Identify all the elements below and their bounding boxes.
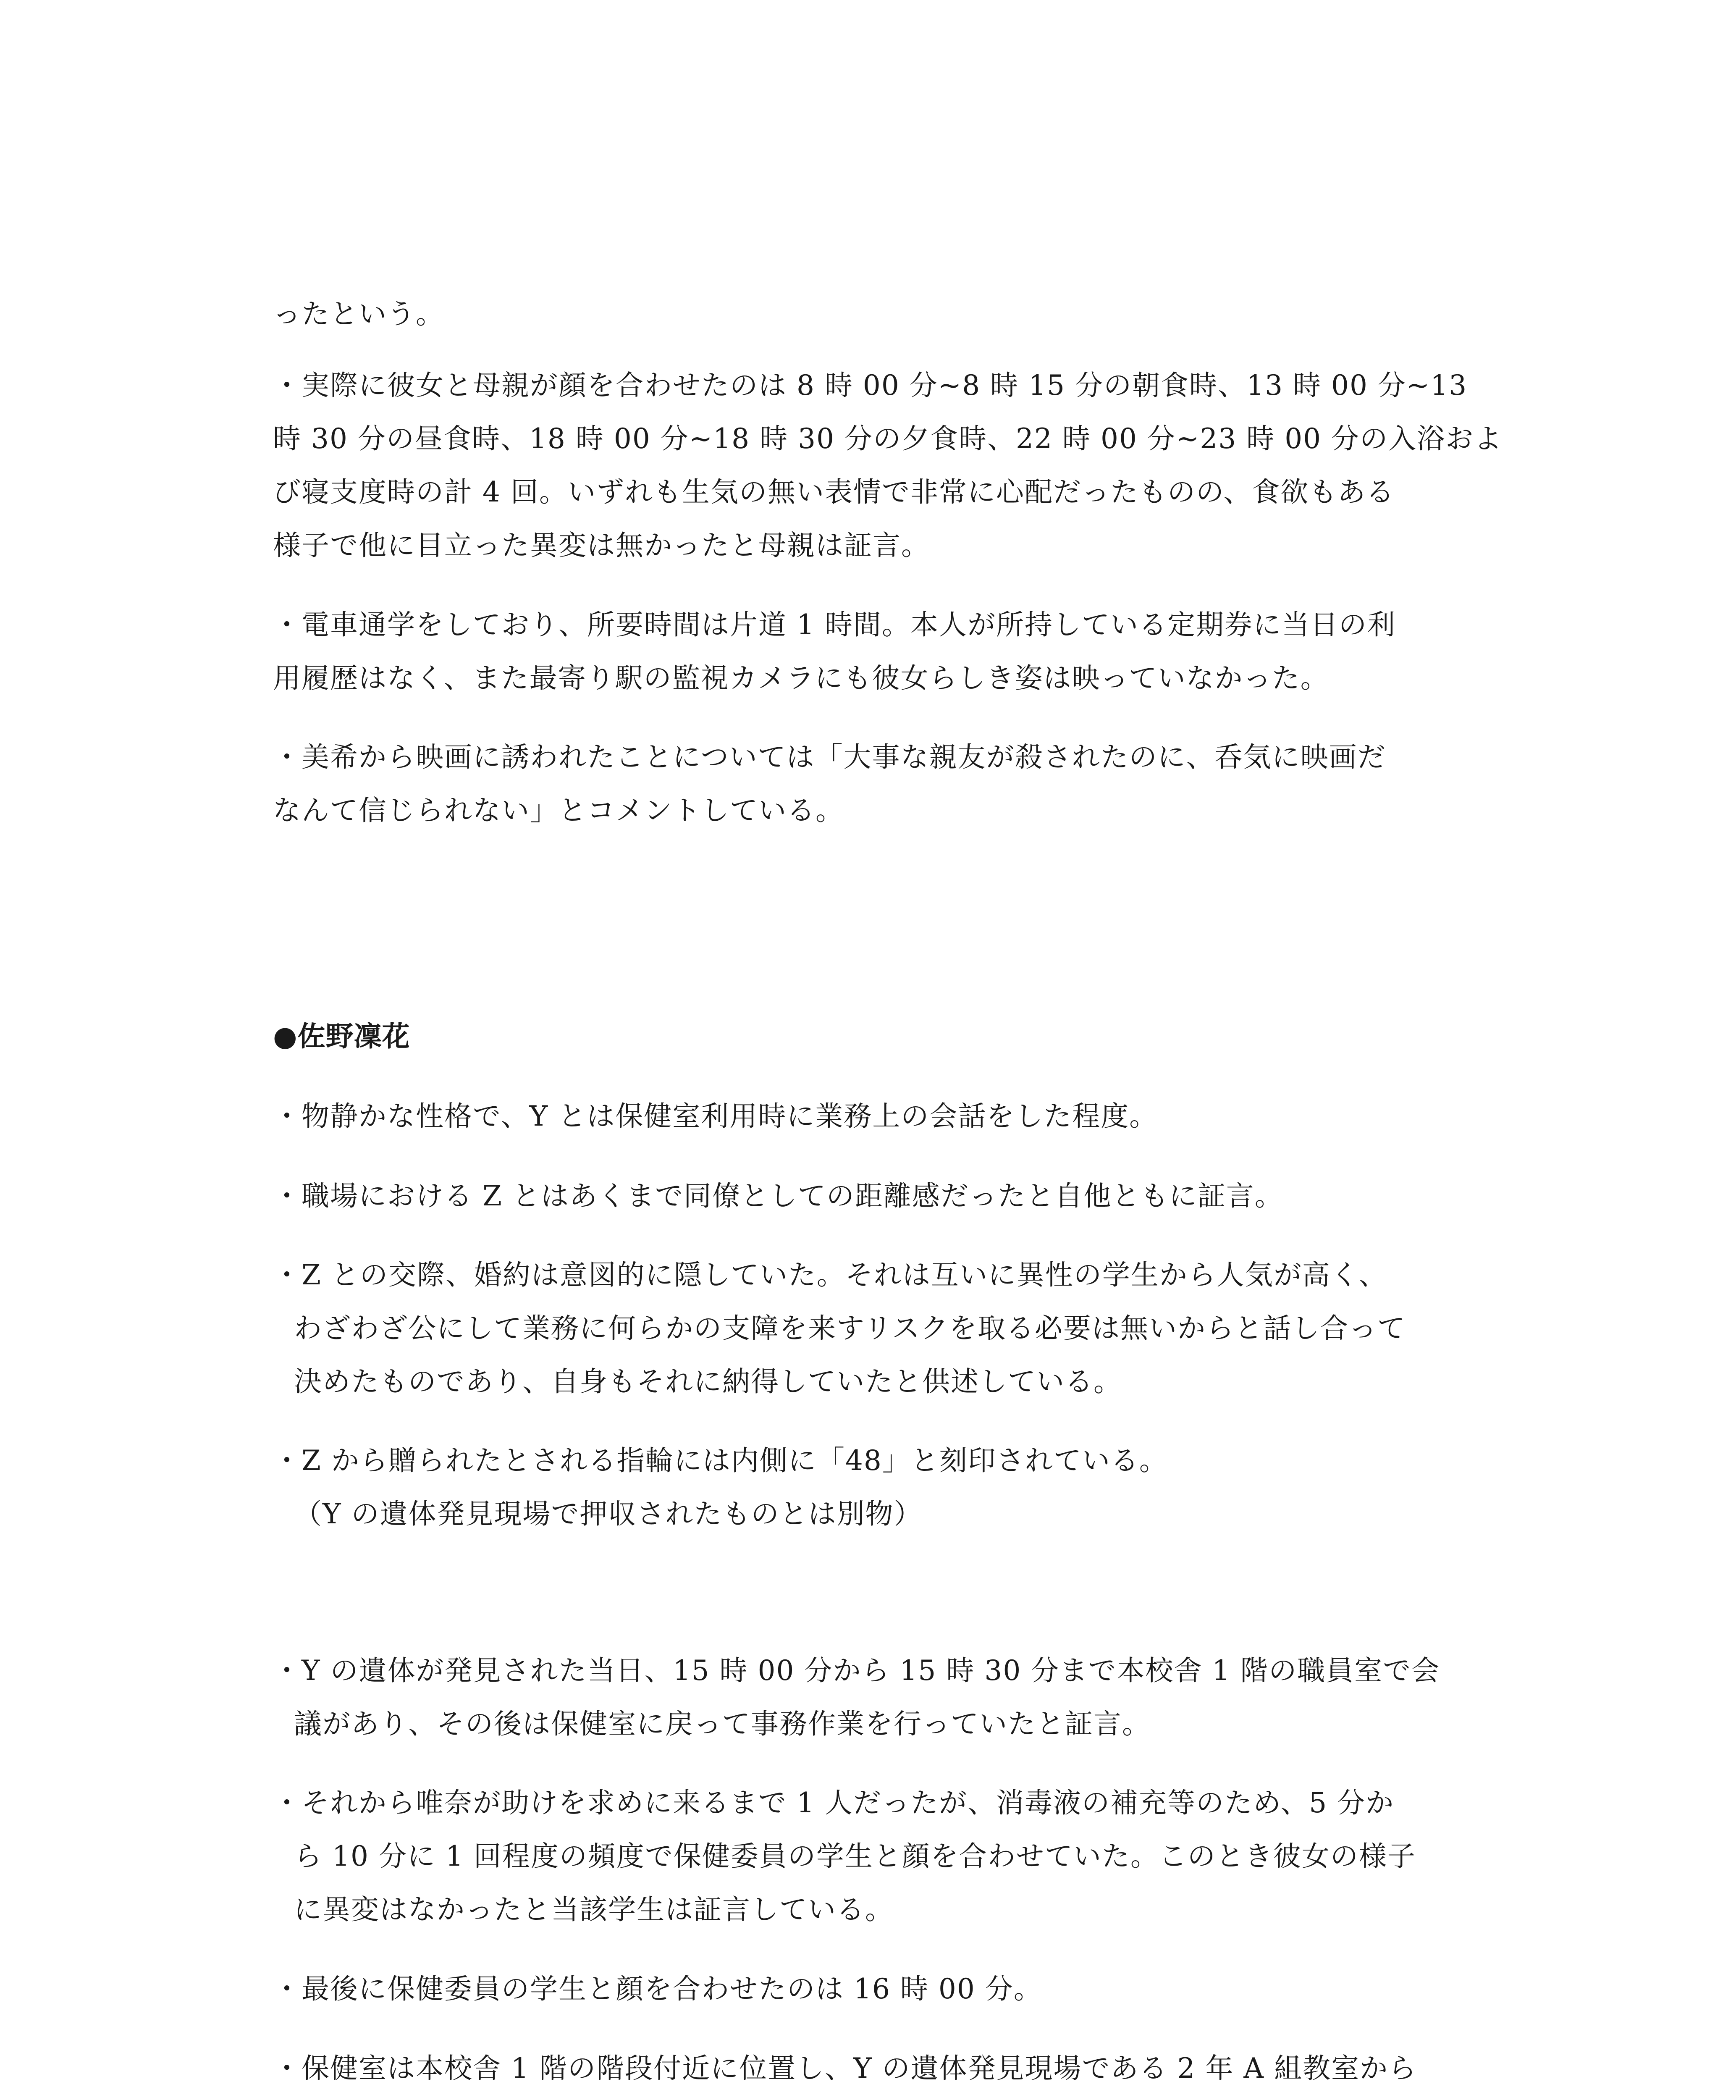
text-line: ・職場における Z とはあくまで同僚としての距離感だったと自他ともに証言。 — [273, 1180, 1283, 1212]
text-line: 用履歴はなく、また最寄り駅の監視カメラにも彼女らしき姿は映っていなかった。 — [273, 662, 1329, 694]
text-line: び寝支度時の計 4 回。いずれも生気の無い表情で非常に心配だったものの、食欲もある — [273, 476, 1395, 508]
text-line: ・物静かな性格で、Y とは保健室利用時に業務上の会話をした程度。 — [273, 1100, 1158, 1132]
text-line: ・Z との交際、婚約は意図的に隠していた。それは互いに異性の学生から人気が高く、 — [273, 1259, 1387, 1291]
text-line: 決めたものであり、自身もそれに納得していたと供述している。 — [294, 1365, 1122, 1398]
text-line: （Y の遺体発見現場で押収されたものとは別物） — [294, 1498, 923, 1530]
document-page — [273, 0, 1503, 2100]
text-line: ら 10 分に 1 回程度の頻度で保健委員の学生と顔を合わせていた。このとき彼女の様子 — [294, 1840, 1416, 1872]
text-line: ・保健室は本校舎 1 階の階段付近に位置し、Y の遺体発見現場である 2 年 A 組教室から — [273, 2052, 1417, 2084]
text-line: ・実際に彼女と母親が顔を合わせたのは 8 時 00 分~8 時 15 分の朝食時、13 時 00 分~13 — [273, 369, 1468, 402]
text-line: 様子で他に目立った異変は無かったと母親は証言。 — [273, 529, 930, 562]
text-line: ・電車通学をしており、所要時間は片道 1 時間。本人が所持している定期券に当日の利 — [273, 609, 1396, 641]
text-line: 時 30 分の昼食時、18 時 00 分~18 時 30 分の夕食時、22 時 00 分~23 時 00 分の入浴およ — [273, 423, 1503, 455]
text-line: 議があり、その後は保健室に戻って事務作業を行っていたと証言。 — [294, 1708, 1151, 1740]
section-heading: ●佐野凜花 — [273, 1020, 410, 1053]
text-line: ・最後に保健委員の学生と顔を合わせたのは 16 時 00 分。 — [273, 1973, 1042, 2005]
text-line: ・Z から贈られたとされる指輪には内側に「48」と刻印されている。 — [273, 1444, 1168, 1477]
text-line: わざわざ公にして業務に何らかの支障を来すリスクを取る必要は無いからと話し合って — [294, 1312, 1406, 1344]
text-line: ・Y の遺体が発見された当日、15 時 00 分から 15 時 30 分まで本校舎 1 階の職員室で会 — [273, 1654, 1440, 1687]
text-line: に異変はなかったと当該学生は証言している。 — [294, 1893, 894, 1926]
text-line: ・それから唯奈が助けを求めに来るまで 1 人だったが、消毒液の補充等のため、5 分か — [273, 1787, 1395, 1819]
text-line: ったという。 — [273, 298, 444, 330]
text-line: ・美希から映画に誘われたことについては「大事な親友が殺されたのに、呑気に映画だ — [273, 741, 1386, 773]
text-line: なんて信じられない」とコメントしている。 — [273, 794, 844, 827]
